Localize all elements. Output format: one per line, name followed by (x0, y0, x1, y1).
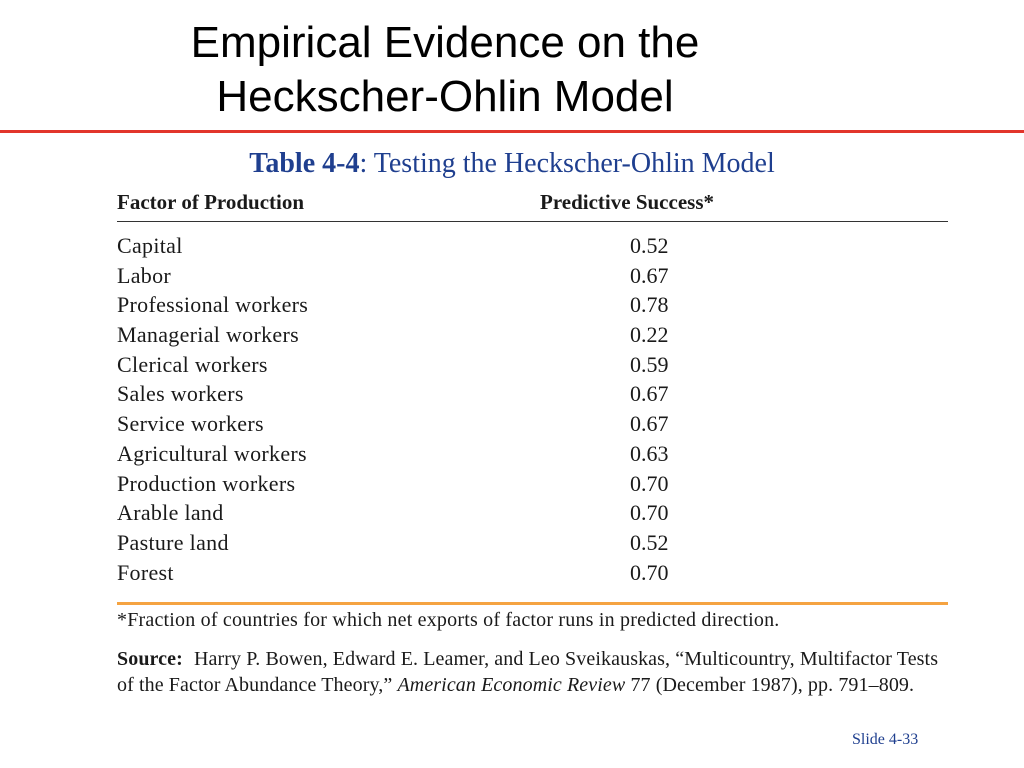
table-row (117, 530, 948, 560)
value-cell: 0.59 (630, 351, 669, 377)
table-row (117, 500, 948, 530)
table-row (117, 381, 948, 411)
factor-cell: Agricultural workers (117, 440, 307, 466)
source-issue: 77 (December 1987), pp. 791–809. (630, 674, 915, 696)
value-cell: 0.52 (630, 233, 669, 258)
footnote-divider (117, 602, 948, 605)
table-caption-label: Table 4-4 (249, 148, 360, 179)
table-row (117, 411, 948, 441)
slide-title-line-2: Heckscher-Ohlin Model (216, 72, 674, 121)
factor-cell: Forest (117, 559, 174, 585)
table-row (117, 292, 948, 322)
value-cell: 0.70 (630, 470, 669, 496)
table-row (117, 441, 948, 471)
factor-cell: Capital (117, 233, 183, 258)
source-journal: American Economic Review (397, 674, 626, 696)
source-authors-title: Harry P. Bowen, Edward E. Leamer, and Leo Sveikauskas, “Multicountry, Multifactor Tests of the Factor Abundance Theory,” (117, 648, 939, 696)
table-row (117, 263, 948, 293)
table-row (117, 560, 948, 590)
table-footnote: *Fraction of countries for which net exports of factor runs in predicted direction. (117, 609, 780, 631)
factor-cell: Managerial workers (117, 322, 299, 348)
header-divider (117, 221, 948, 222)
factor-cell: Pasture land (117, 529, 229, 555)
table-caption-text: : Testing the Heckscher-Ohlin Model (359, 148, 775, 179)
table-row (117, 352, 948, 382)
value-cell: 0.67 (630, 411, 669, 437)
factor-cell: Service workers (117, 411, 264, 437)
value-cell: 0.52 (630, 529, 669, 555)
value-cell: 0.63 (630, 440, 669, 466)
value-cell: 0.70 (630, 500, 669, 526)
table-row (117, 471, 948, 501)
factor-cell: Professional workers (117, 292, 309, 318)
slide-number: Slide 4-33 (852, 731, 919, 748)
slide-title-line-1: Empirical Evidence on the (190, 18, 700, 67)
factor-cell: Labor (117, 262, 172, 288)
source-citation (117, 646, 957, 698)
factor-cell: Production workers (117, 470, 296, 496)
source-label: Source: (117, 648, 183, 670)
value-cell: 0.67 (630, 381, 669, 407)
table-caption (0, 148, 1024, 180)
value-cell: 0.70 (630, 559, 669, 585)
value-cell: 0.22 (630, 322, 669, 348)
factor-cell: Arable land (117, 500, 224, 526)
slide-title (0, 16, 890, 124)
table-row (117, 233, 948, 263)
factor-cell: Clerical workers (117, 351, 268, 377)
table-row (117, 322, 948, 352)
factor-cell: Sales workers (117, 381, 244, 407)
value-cell: 0.78 (630, 292, 669, 318)
column-header-factor: Factor of Production (117, 190, 305, 214)
title-divider (0, 130, 1024, 133)
table-body (117, 233, 948, 589)
value-cell: 0.67 (630, 262, 669, 288)
column-header-predictive-success: Predictive Success* (540, 190, 714, 214)
